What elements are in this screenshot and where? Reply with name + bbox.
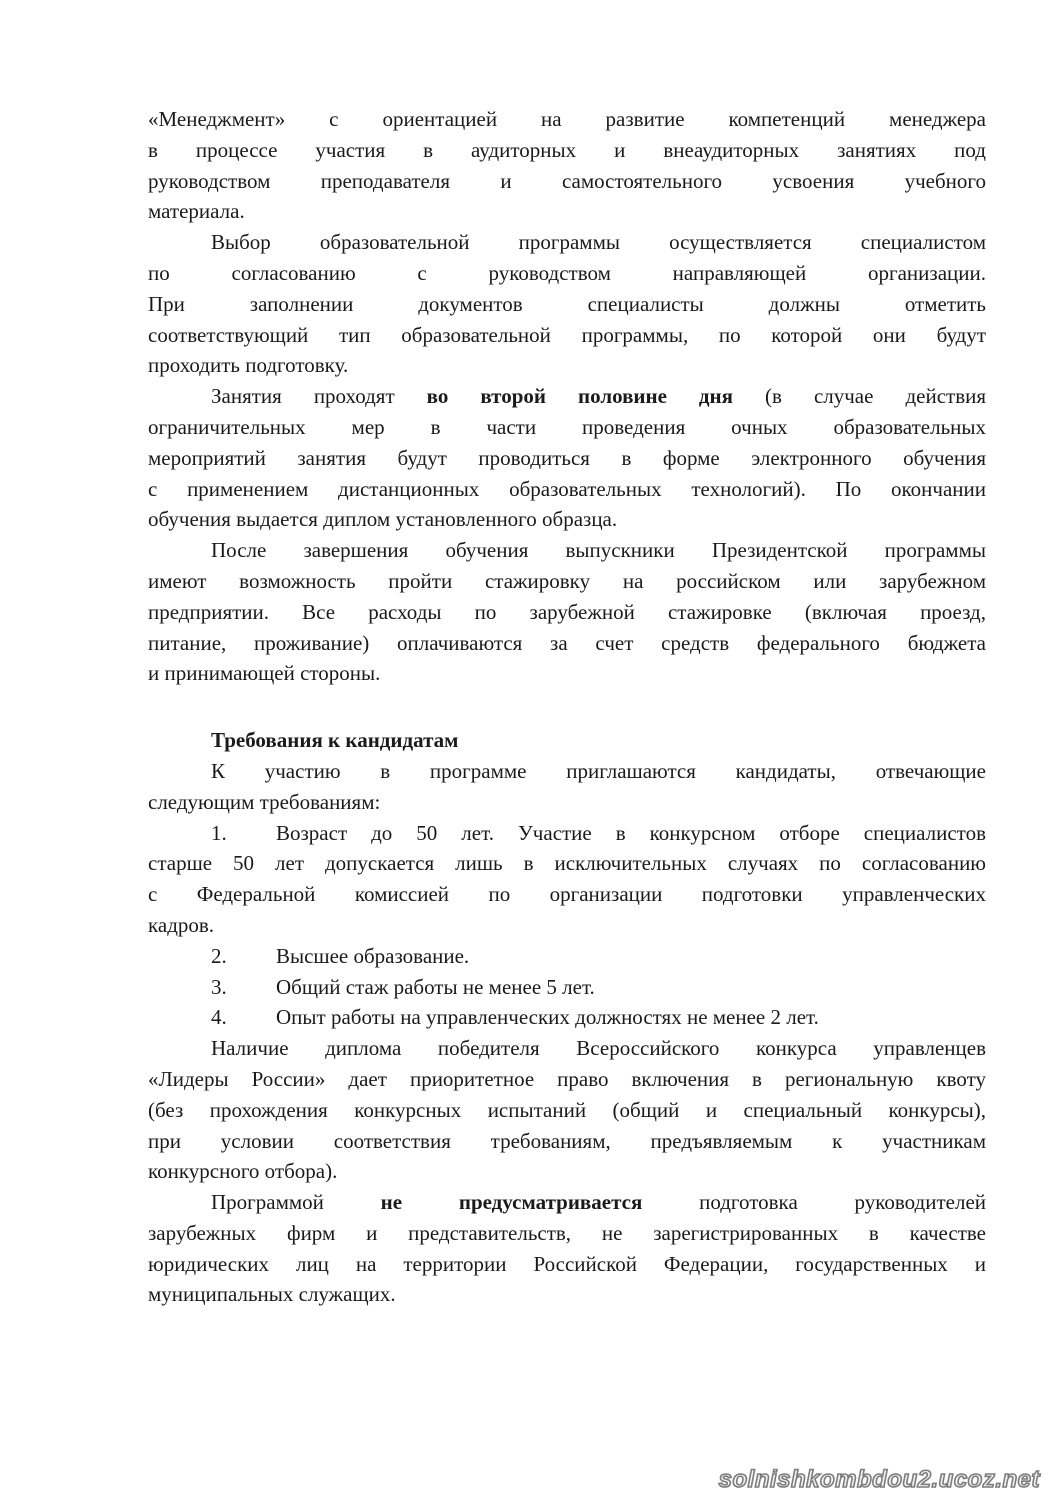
text-segment: кадров. xyxy=(148,912,215,937)
text-line xyxy=(148,1156,986,1187)
text-line xyxy=(148,474,986,505)
text-segment: соответствующий тип образовательной программы, по которой они будут xyxy=(148,322,986,347)
text-segment: руководством преподавателя и самостоятельного усвоения учебного xyxy=(148,168,986,193)
text-segment: проходить подготовку. xyxy=(148,353,349,378)
text-segment: следующим требованиям: xyxy=(148,789,381,814)
text-line xyxy=(148,412,986,443)
text-segment: К участию в программе приглашаются кандидаты, отвечающие xyxy=(211,758,986,783)
text-line xyxy=(148,535,986,566)
text-line xyxy=(148,756,986,787)
list-item xyxy=(148,818,986,941)
text-line xyxy=(148,381,986,412)
text-line xyxy=(148,658,986,689)
text-segment: мероприятий занятия будут проводиться в форме электронного обучения xyxy=(148,445,986,470)
text-line xyxy=(148,104,986,135)
bold-text: не предусматривается xyxy=(380,1190,643,1215)
text-line xyxy=(148,1249,986,1280)
text-line xyxy=(148,1126,986,1157)
text-segment: Программой xyxy=(211,1190,381,1215)
text-segment: Выбор образовательной программы осуществляется специалистом xyxy=(211,230,986,255)
text-line xyxy=(148,258,986,289)
text-line xyxy=(148,227,986,258)
text-segment: и принимающей стороны. xyxy=(148,661,381,686)
text-segment: «Менеджмент» с ориентацией на развитие компетенций менеджера xyxy=(148,107,986,131)
text-segment: (без прохождения конкурсных испытаний (общий и специальный конкурсы), xyxy=(148,1097,986,1122)
text-segment: имеют возможность пройти стажировку на российском или зарубежном xyxy=(148,568,986,593)
text-line xyxy=(148,818,986,849)
list-number: 1. xyxy=(211,820,227,845)
text-segment: «Лидеры России» дает приоритетное право включения в региональную квоту xyxy=(148,1066,986,1091)
text-line xyxy=(148,597,986,628)
spacer xyxy=(148,689,986,725)
text-line xyxy=(148,787,986,818)
text-segment: по согласованию с руководством направляющей организации. xyxy=(148,260,986,285)
text-segment: при условии соответствия требованиям, предъявляемым к участникам xyxy=(148,1128,986,1153)
text-line xyxy=(148,1002,986,1033)
paragraph xyxy=(148,381,986,535)
text-line xyxy=(148,1064,986,1095)
text-segment: После завершения обучения выпускники Президентской программы xyxy=(211,538,986,563)
text-line xyxy=(148,504,986,535)
text-line xyxy=(148,941,986,972)
text-segment: муниципальных служащих. xyxy=(148,1282,396,1307)
text-line xyxy=(148,196,986,227)
text-segment: ограничительных мер в части проведения очных образовательных xyxy=(148,414,986,439)
text-segment: в процессе участия в аудиторных и внеаудиторных занятиях под xyxy=(148,137,986,162)
text-line xyxy=(148,879,986,910)
text-line xyxy=(148,910,986,941)
list-item xyxy=(148,972,986,1003)
paragraph xyxy=(148,756,986,818)
text-line xyxy=(148,1095,986,1126)
text-line xyxy=(148,1279,986,1310)
text-line xyxy=(148,320,986,351)
text-segment: (в случае действия xyxy=(733,384,987,409)
text-segment: с применением дистанционных образовательных технологий). По окончании xyxy=(148,476,986,501)
text-segment: Высшее образование. xyxy=(276,943,470,968)
text-segment: Наличие диплома победителя Всероссийского конкурса управленцев xyxy=(211,1036,986,1061)
text-segment: Опыт работы на управленческих должностях не менее 2 лет. xyxy=(276,1005,819,1030)
text-segment: подготовка руководителей xyxy=(642,1190,986,1215)
text-line xyxy=(148,350,986,381)
text-line xyxy=(148,566,986,597)
text-line xyxy=(148,135,986,166)
text-segment: юридических лиц на территории Российской Федерации, государственных и xyxy=(148,1251,986,1276)
list-number: 3. xyxy=(211,974,227,999)
text-segment: При заполнении документов специалисты должны отметить xyxy=(148,291,986,316)
paragraph xyxy=(148,104,986,227)
text-line xyxy=(148,289,986,320)
bold-text: Требования к кандидатам xyxy=(211,728,459,753)
document-body xyxy=(148,104,986,1310)
text-segment: Общий стаж работы не менее 5 лет. xyxy=(276,974,595,999)
paragraph xyxy=(148,1033,986,1187)
text-segment: зарубежных фирм и представительств, не зарегистрированных в качестве xyxy=(148,1220,986,1245)
text-line xyxy=(148,628,986,659)
text-line xyxy=(148,972,986,1003)
list-item xyxy=(148,941,986,972)
text-line xyxy=(148,1187,986,1218)
heading xyxy=(148,725,986,756)
text-segment: конкурсного отбора). xyxy=(148,1159,338,1184)
list-number: 2. xyxy=(211,943,227,968)
text-segment: предприятии. Все расходы по зарубежной стажировке (включая проезд, xyxy=(148,599,986,624)
site-watermark: solnishkombdou2.ucoz.net xyxy=(718,1466,1040,1493)
text-segment: материала. xyxy=(148,199,245,224)
bold-text: во второй половине дня xyxy=(426,384,734,409)
text-segment: с Федеральной комиссией по организации подготовки управленческих xyxy=(148,882,986,907)
list-item xyxy=(148,1002,986,1033)
text-line xyxy=(148,725,986,756)
text-segment: Занятия проходят xyxy=(211,384,427,409)
text-segment: Возраст до 50 лет. Участие в конкурсном отборе специалистов xyxy=(276,820,986,845)
text-segment: старше 50 лет допускается лишь в исключительных случаях по согласованию xyxy=(148,851,986,876)
text-segment: питание, проживание) оплачиваются за счет средств федерального бюджета xyxy=(148,630,986,655)
text-line xyxy=(148,443,986,474)
paragraph xyxy=(148,535,986,689)
text-line xyxy=(148,166,986,197)
text-line xyxy=(148,1033,986,1064)
text-segment: обучения выдается диплом установленного образца. xyxy=(148,507,618,532)
list-number: 4. xyxy=(211,1005,227,1030)
text-line xyxy=(148,1218,986,1249)
text-line xyxy=(148,848,986,879)
paragraph xyxy=(148,1187,986,1310)
paragraph xyxy=(148,227,986,381)
